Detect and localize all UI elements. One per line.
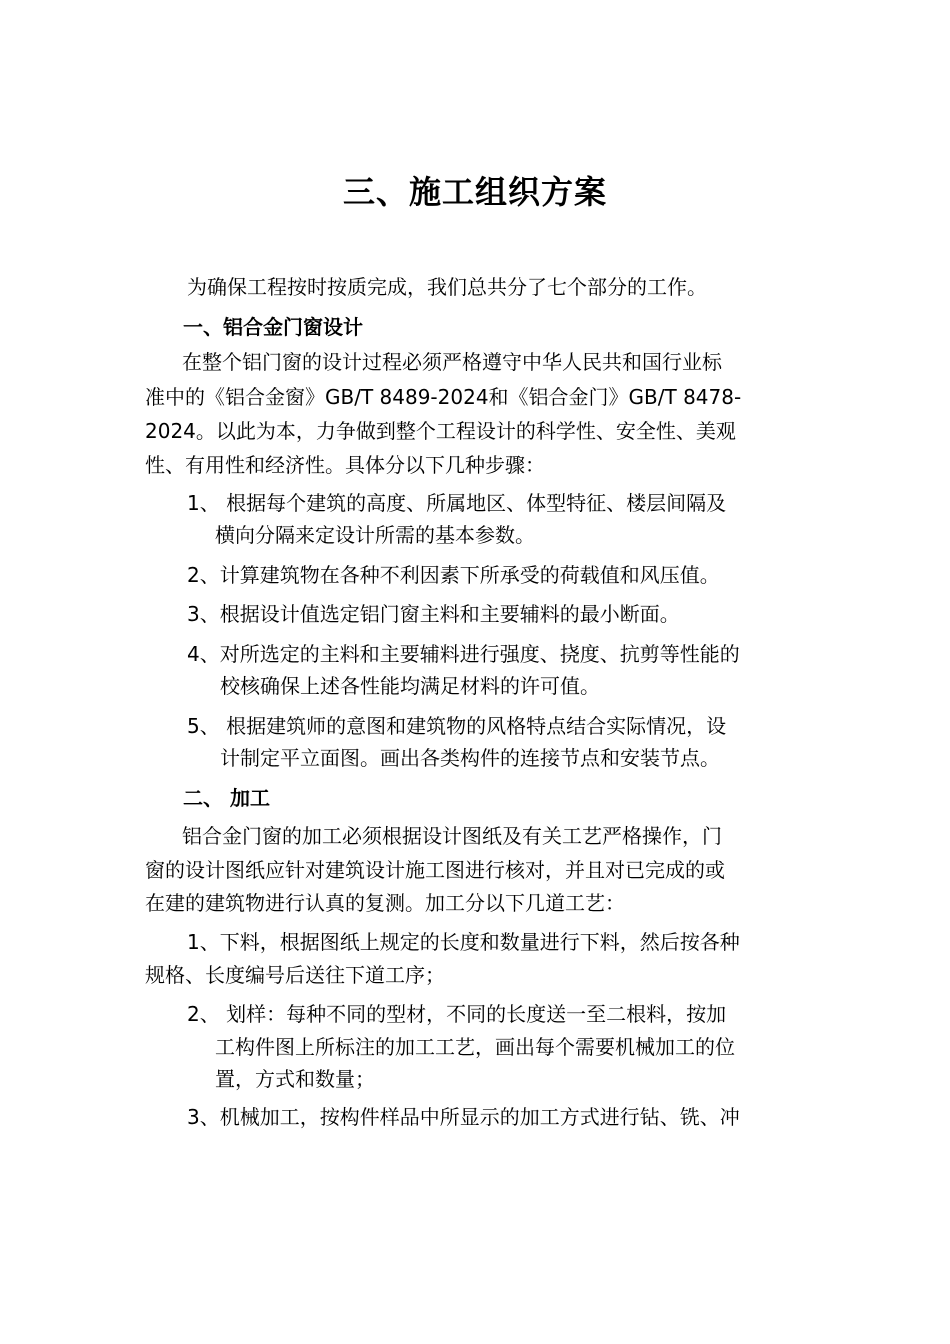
list-item: 5、 根据建筑师的意图和建筑物的风格特点结合实际情况，设 <box>187 714 727 738</box>
intro-paragraph: 为确保工程按时按质完成，我们总共分了七个部分的工作。 <box>187 275 707 299</box>
section-heading-processing: 二、 加工 <box>183 786 270 810</box>
list-item-continuation: 计制定平立面图。画出各类构件的连接节点和安装节点。 <box>220 746 720 770</box>
list-item: 3、根据设计值选定铝门窗主料和主要辅料的最小断面。 <box>187 602 680 626</box>
paragraph-line: 窗的设计图纸应针对建筑设计施工图进行核对，并且对已完成的或 <box>145 858 725 882</box>
list-item-continuation: 校核确保上述各性能均满足材料的许可值。 <box>220 674 600 698</box>
paragraph-line: 铝合金门窗的加工必须根据设计图纸及有关工艺严格操作，门 <box>182 824 722 848</box>
list-item: 2、 划样：每种不同的型材，不同的长度送一至二根料，按加 <box>187 1002 727 1026</box>
document-title: 三、施工组织方案 <box>342 173 607 211</box>
paragraph-line: 在整个铝门窗的设计过程必须严格遵守中华人民共和国行业标 <box>182 350 722 374</box>
list-item-continuation: 工构件图上所标注的加工工艺，画出每个需要机械加工的位 <box>215 1035 735 1059</box>
list-item: 4、对所选定的主料和主要辅料进行强度、挠度、抗剪等性能的 <box>187 642 740 666</box>
list-item-continuation: 横向分隔来定设计所需的基本参数。 <box>215 523 535 547</box>
list-item: 3、机械加工，按构件样品中所显示的加工方式进行钻、铣、冲 <box>187 1105 740 1129</box>
paragraph-line: 准中的《铝合金窗》GB/T 8489-2024和《铝合金门》GB/T 8478- <box>145 385 742 409</box>
paragraph-line: 2024。以此为本，力争做到整个工程设计的科学性、安全性、美观 <box>145 419 736 443</box>
list-item-continuation: 置，方式和数量； <box>215 1067 375 1091</box>
paragraph-line: 性、有用性和经济性。具体分以下几种步骤： <box>145 453 545 477</box>
list-item: 1、 根据每个建筑的高度、所属地区、体型特征、楼层间隔及 <box>187 491 727 515</box>
list-item: 2、计算建筑物在各种不利因素下所承受的荷载值和风压值。 <box>187 563 720 587</box>
paragraph-line: 在建的建筑物进行认真的复测。加工分以下几道工艺： <box>145 891 625 915</box>
list-item-continuation: 规格、长度编号后送往下道工序； <box>145 963 445 987</box>
section-heading-design: 一、铝合金门窗设计 <box>183 315 363 339</box>
list-item: 1、下料，根据图纸上规定的长度和数量进行下料，然后按各种 <box>187 930 740 954</box>
